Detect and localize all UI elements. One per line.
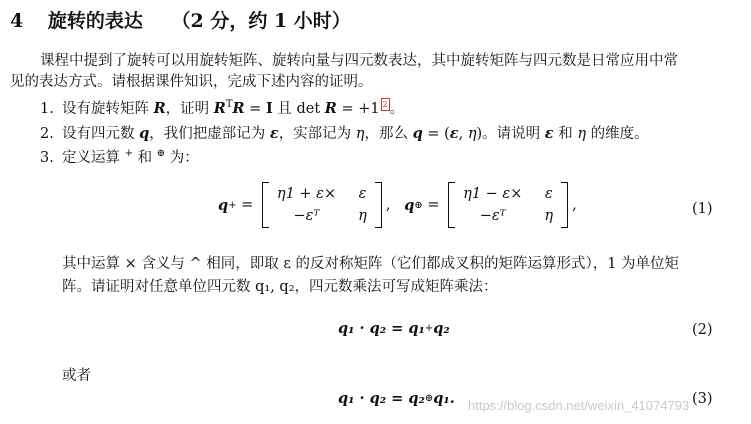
list-item-3: 3. 定义运算 + 和 ⊕ 为： [40,148,199,166]
equation-2: q₁ · q₂ = q₁ + q₂ [338,320,450,337]
section-heading [10,6,351,33]
section-points: （2 分，约 1 小时） [171,10,351,32]
equation-3: q₁ · q₂ = q₂ ⊕ q₁. [338,390,455,407]
section-number: 4 [10,10,24,32]
para2-line-1: 其中运算 × 含义与 ^ 相同，即取 ε 的反对称矩阵（它们都成叉积的矩阵运算形式），1 为单位矩 [62,256,680,272]
equation-number-2: (2) [692,322,713,338]
equation-number-1: (1) [692,201,713,217]
or-text: 或者 [62,368,91,384]
equation-1: q + = η1 + ε× ε −εᵀ η , q ⊕ = η1 − ε× ε −εᵀ η , [218,182,577,228]
list-item-2: 2. 设有四元数 q，我们把虚部记为 ε，实部记为 η，那么 q = (ε, η)。请说明 ε 和 η 的维度。 [40,125,649,142]
watermark-text: https://blog.csdn.net/weixin_41074793 [468,398,690,413]
matrix-q-plus: η1 + ε× ε −εᵀ η [262,182,382,228]
footnote-link[interactable]: 2 [382,100,388,110]
para2-line-2: 阵。请证明对任意单位四元数 q₁, q₂，四元数乘法可写成矩阵乘法： [62,279,498,295]
section-title: 旋转的表达 [47,10,143,32]
intro-line-1: 课程中提到了旋转可以用旋转矩阵、旋转向量与四元数表达，其中旋转矩阵与四元数是日常应用中常 [40,53,678,69]
list-item-1: 1. 设有旋转矩阵 R，证明 $R^TR = I$ 且 det R = +1 2 。 [40,99,405,117]
equation-number-3: (3) [692,391,713,407]
matrix-q-oplus: η1 − ε× ε −εᵀ η [448,182,568,228]
intro-line-2: 见的表达方式。请根据课件知识，完成下述内容的证明。 [10,74,373,90]
